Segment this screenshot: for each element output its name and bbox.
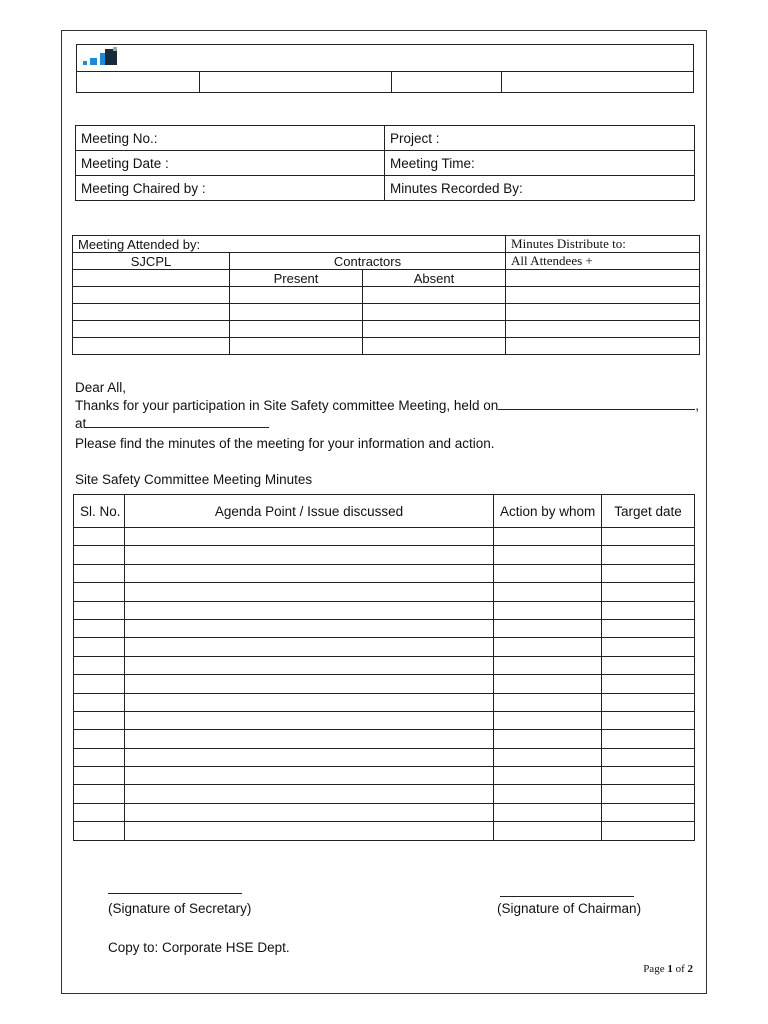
minutes-cell [494,711,602,729]
comma-text: , [695,398,699,413]
minutes-row [74,656,695,674]
minutes-row [74,528,695,546]
minutes-cell [74,638,125,656]
absent-label: Absent [363,270,506,287]
chaired-by-label: Meeting Chaired by : [76,176,385,201]
minutes-cell [602,767,695,785]
minutes-cell [74,822,125,840]
minutes-cell [125,583,494,601]
chairman-signature-line [500,896,634,897]
minutes-cell [125,748,494,766]
minutes-cell [602,822,695,840]
minutes-cell [74,546,125,564]
attendance-row [73,321,700,338]
minutes-row [74,730,695,748]
please-find-text: Please find the minutes of the meeting for your information and action. [75,436,495,451]
recorded-by-label: Minutes Recorded By: [385,176,695,201]
minutes-cell [494,693,602,711]
minutes-cell [602,564,695,582]
minutes-cell [602,656,695,674]
total-pages: 2 [687,963,693,975]
greeting-text: Dear All, [75,380,127,395]
meeting-info-table [75,125,695,201]
minutes-row [74,583,695,601]
minutes-row [74,803,695,821]
header-table [76,44,694,93]
minutes-cell [125,528,494,546]
minutes-cell [494,638,602,656]
minutes-cell [602,748,695,766]
minutes-cell [125,675,494,693]
secretary-signature-line [108,893,242,894]
minutes-row [74,564,695,582]
minutes-cell [125,564,494,582]
col-target-date: Target date [602,495,695,528]
sjcpl-label: SJCPL [73,253,230,270]
minutes-row [74,619,695,637]
distribute-label: Minutes Distribute to: [506,236,700,253]
minutes-cell [494,564,602,582]
minutes-cell [602,693,695,711]
minutes-cell [125,822,494,840]
minutes-cell [74,803,125,821]
minutes-cell [74,619,125,637]
minutes-cell [602,619,695,637]
minutes-cell [494,822,602,840]
minutes-cell [494,583,602,601]
minutes-cell [125,785,494,803]
page-number [643,963,693,975]
minutes-cell [602,675,695,693]
minutes-cell [125,638,494,656]
minutes-cell [125,767,494,785]
col-agenda: Agenda Point / Issue discussed [125,495,494,528]
header-cell [392,72,502,93]
minutes-cell [74,583,125,601]
header-cell [502,72,694,93]
minutes-cell [125,803,494,821]
minutes-cell [125,601,494,619]
minutes-cell [125,656,494,674]
page-word: Page [643,963,665,975]
attendance-cell [506,270,700,287]
minutes-cell [494,656,602,674]
logo-cell [77,45,694,72]
minutes-cell [494,785,602,803]
col-sl-no: Sl. No. [74,495,125,528]
minutes-cell [74,675,125,693]
minutes-cell [494,601,602,619]
minutes-cell [602,583,695,601]
minutes-cell [602,528,695,546]
minutes-cell [602,711,695,729]
held-on-blank [498,397,695,410]
minutes-cell [125,693,494,711]
secretary-signature-label: (Signature of Secretary) [108,901,252,916]
minutes-cell [494,546,602,564]
meeting-time-label: Meeting Time: [385,151,695,176]
meeting-no-label: Meeting No.: [76,126,385,151]
minutes-row [74,785,695,803]
thanks-line [75,397,699,413]
minutes-cell [125,546,494,564]
attendance-row [73,304,700,321]
attendance-row [73,338,700,355]
minutes-cell [125,730,494,748]
at-line [75,415,269,431]
minutes-cell [602,546,695,564]
minutes-row [74,822,695,840]
minutes-row [74,767,695,785]
header-cell [77,72,200,93]
minutes-cell [602,730,695,748]
copy-to-text: Copy to: Corporate HSE Dept. [108,940,290,955]
minutes-cell [602,803,695,821]
contractors-label: Contractors [230,253,506,270]
minutes-row [74,711,695,729]
minutes-cell [602,638,695,656]
minutes-table [73,494,695,841]
of-word: of [675,963,685,975]
attendance-row [73,287,700,304]
minutes-cell [74,693,125,711]
attendance-cell [73,270,230,287]
minutes-row [74,693,695,711]
current-page: 1 [667,963,673,975]
minutes-cell [494,767,602,785]
project-label: Project : [385,126,695,151]
meeting-date-label: Meeting Date : [76,151,385,176]
minutes-cell [74,767,125,785]
attendance-table [72,235,700,355]
at-text: at [75,416,87,431]
minutes-cell [125,711,494,729]
minutes-cell [74,785,125,803]
minutes-cell [494,803,602,821]
minutes-row [74,601,695,619]
minutes-cell [74,748,125,766]
present-label: Present [230,270,363,287]
minutes-cell [494,619,602,637]
minutes-row [74,638,695,656]
thanks-text: Thanks for your participation in Site Safety committee Meeting, held on [75,398,499,413]
company-logo [83,47,123,69]
minutes-cell [125,619,494,637]
all-attendees-label: All Attendees + [506,253,700,270]
minutes-cell [74,564,125,582]
minutes-cell [602,785,695,803]
minutes-cell [74,656,125,674]
minutes-cell [494,675,602,693]
minutes-row [74,675,695,693]
minutes-cell [494,528,602,546]
col-action-by: Action by whom [494,495,602,528]
at-blank [86,415,269,428]
minutes-row [74,748,695,766]
attended-by-label: Meeting Attended by: [73,236,506,253]
minutes-cell [602,601,695,619]
minutes-cell [74,730,125,748]
minutes-cell [494,730,602,748]
minutes-cell [74,601,125,619]
section-title: Site Safety Committee Meeting Minutes [75,472,313,487]
minutes-cell [494,748,602,766]
chairman-signature-label: (Signature of Chairman) [497,901,642,916]
header-cell [200,72,392,93]
minutes-row [74,546,695,564]
minutes-cell [74,711,125,729]
minutes-cell [74,528,125,546]
